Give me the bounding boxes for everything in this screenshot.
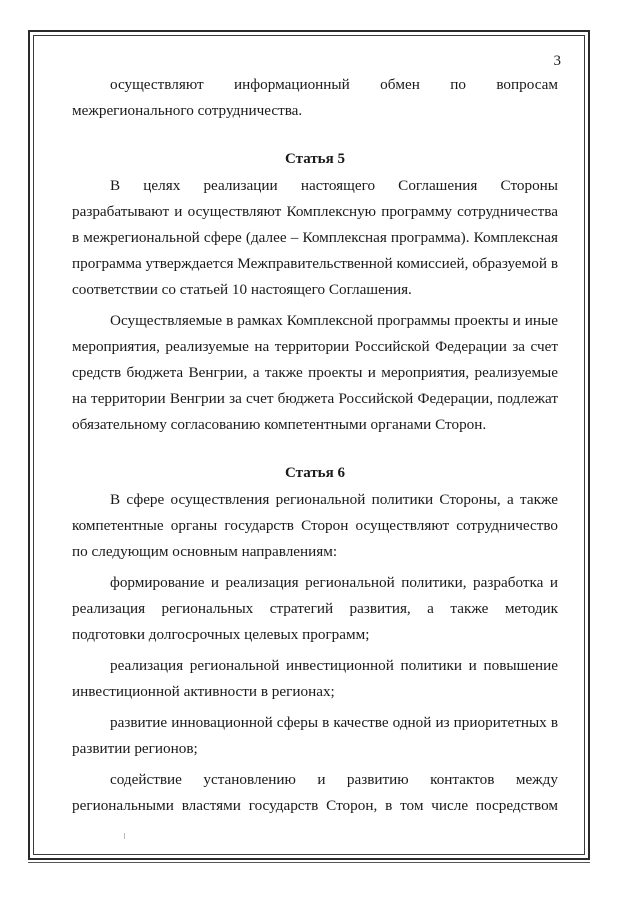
intro-line-1: осуществляют информационный обмен по вопросам [110,76,558,93]
page-frame-bottom-line [28,862,590,863]
article-5-para-2: Осуществляемые в рамках Комплексной программы проекты и иные мероприятия, реализуемые на территории Российской Федерации за счет средств бюджета Венгрии, а также проекты и мероприятия, реализуемые на территории Венгрии за счет бюджета Российской Федерации, подлежат обязательному согласованию компетентными органами Сторон. [72,312,558,433]
page-number: 3 [553,53,561,69]
document-body [72,72,558,819]
article-5-para-1-rest: разрабатывают и осуществляют Комплексную программу сотрудничества в межрегиональной сфере (далее – Комплексная программа). Комплексная программа утверждается Межправительственной комиссией, образуемой в соответствии со статьей 10 настоящего Соглашения. [72,203,558,298]
article-5-title: Статья 5 [285,151,345,167]
article-6-item-4-line-1: содействие установлению и развитию контактов между [110,771,558,788]
scan-speck [124,833,125,839]
article-6-item-4-line-2: региональными властями государств Сторон, в том числе посредством [72,797,558,814]
article-6-item-1: формирование и реализация региональной политики, разработка и реализация региональных стратегий развития, а также методик подготовки долгосрочных целевых программ; [72,574,558,643]
article-6-item-3: развитие инновационной сферы в качестве одной из приоритетных в развитии регионов; [72,714,558,757]
article-5-para-1-line-1: В целях реализации настоящего Соглашения Стороны [110,177,558,194]
article-6-para-1: В сфере осуществления региональной политики Стороны, а также компетентные органы государств Сторон осуществляют сотрудничество по следующим основным направлениям: [72,491,558,560]
intro-line-2: межрегионального сотрудничества. [72,102,303,119]
article-6-title: Статья 6 [285,465,345,481]
article-6-item-2: реализация региональной инвестиционной политики и повышение инвестиционной активности в регионах; [72,657,558,700]
